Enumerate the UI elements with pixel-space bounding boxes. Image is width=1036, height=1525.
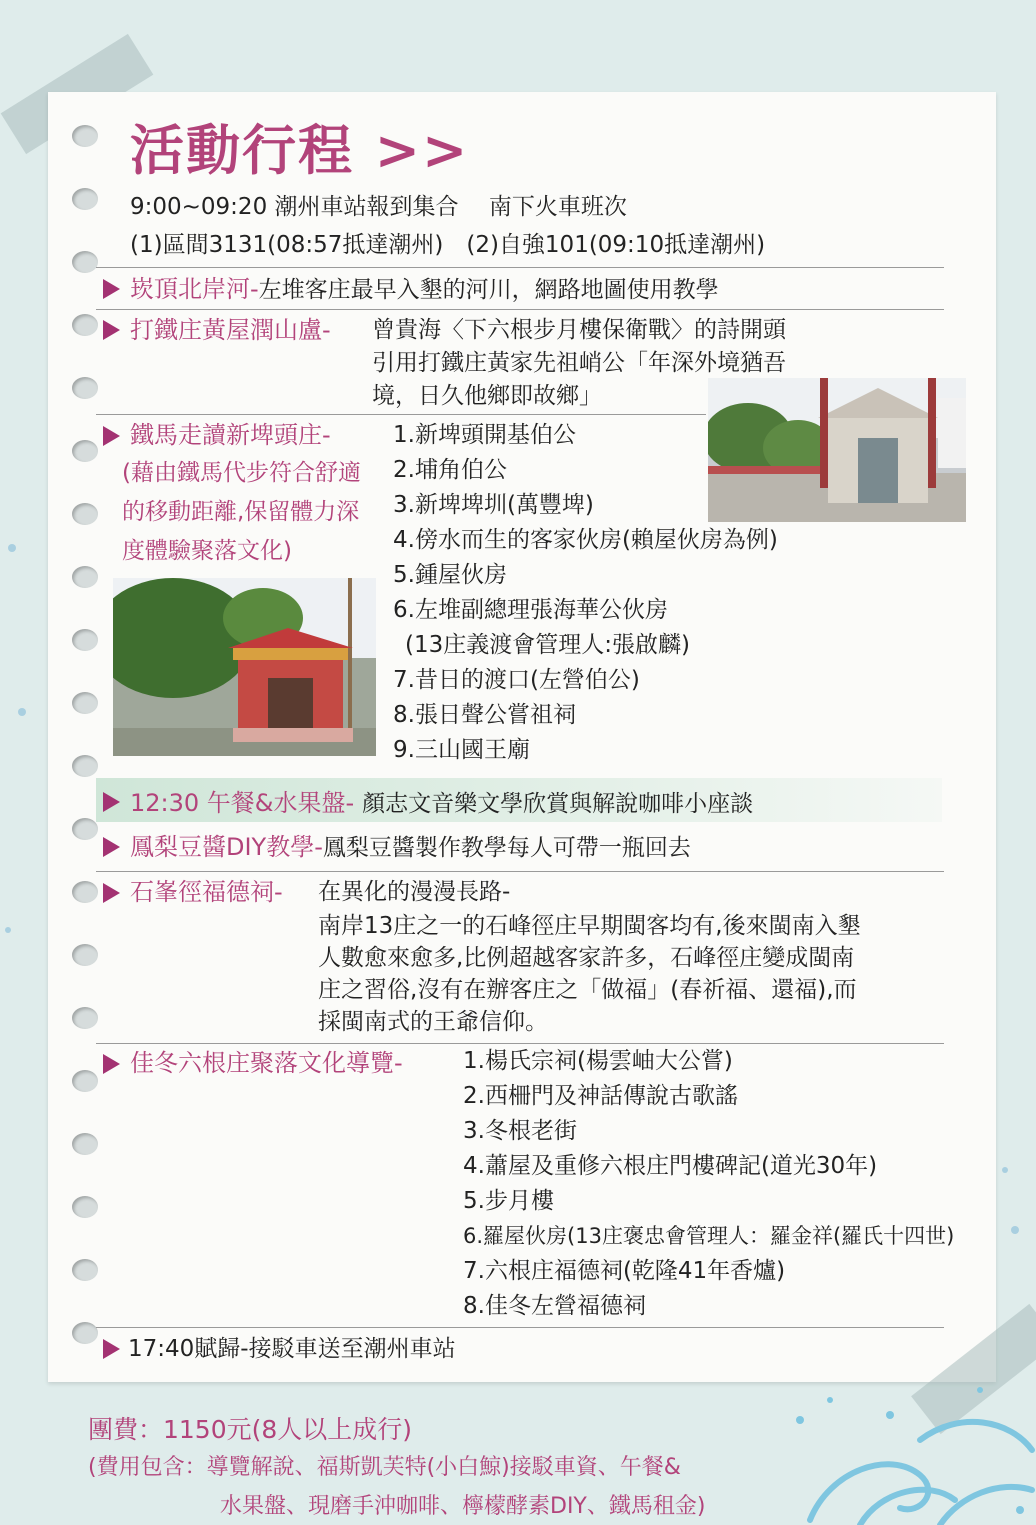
list-item: 4.蕭屋及重修六根庄門樓碑記(道光30年) <box>463 1153 878 1179</box>
section-diy <box>130 832 691 863</box>
arrow-icon <box>103 320 120 340</box>
list-item: 6.羅屋伙房(13庄褒忠會管理人：羅金祥(羅氏十四世) <box>463 1224 955 1248</box>
fee-includes-1: (費用包含：導覽解說、福斯凱芙特(小白鯨)接駁車資、午餐& <box>88 1455 681 1480</box>
wave-decoration <box>770 1380 1036 1525</box>
section-lunch <box>130 788 753 819</box>
arrow-icon <box>103 792 120 812</box>
list-item: 9.三山國王廟 <box>393 737 530 763</box>
list-item: 1.新埤頭開基伯公 <box>393 422 576 448</box>
list-item: (13庄義渡會管理人:張啟麟) <box>405 632 690 658</box>
list-item: 1.楊氏宗祠(楊雲岫大公嘗) <box>463 1048 733 1074</box>
section-heading: 17:40賦歸- <box>128 1336 249 1362</box>
section-kanding <box>130 274 719 305</box>
list-item: 5.鍾屋伙房 <box>393 562 507 588</box>
section-body: 左堆客庄最早入墾的河川，網路地圖使用教學 <box>258 277 719 303</box>
section-body: 顏志文音樂文學欣賞與解說咖啡小座談 <box>362 791 754 817</box>
list-item: 4.傍水而生的客家伙房(賴屋伙房為例) <box>393 527 778 553</box>
poem-line-2: 引用打鐵庄黃家先祖峭公「年深外境猶吾 <box>372 350 786 376</box>
intro-line-1: 9:00~09:20 潮州車站報到集合 南下火車班次 <box>130 194 627 220</box>
list-item: 2.西柵門及神話傳說古歌謠 <box>463 1083 738 1109</box>
divider <box>96 871 944 872</box>
story-line: 在異化的漫漫長路- <box>318 879 511 905</box>
list-item: 7.六根庄福德祠(乾隆41年香爐) <box>463 1258 786 1284</box>
arrow-icon <box>103 426 120 446</box>
section-heading: 石峯徑福德祠- <box>130 878 283 906</box>
arrow-icon <box>103 279 120 299</box>
section-heading: 崁頂北岸河- <box>130 275 259 303</box>
divider <box>96 1043 944 1044</box>
arrow-icon <box>103 1054 120 1074</box>
story-line: 人數愈來愈多,比例超越客家許多，石峰徑庄變成閩南 <box>318 945 855 971</box>
poem-line-1: 曾貴海〈下六根步月樓保衛戰〉的詩開頭 <box>372 317 786 343</box>
divider <box>96 309 944 310</box>
section-body: 鳳梨豆醬製作教學每人可帶一瓶回去 <box>322 835 691 861</box>
list-item: 6.左堆副總理張海華公伙房 <box>393 597 668 623</box>
list-item: 3.新埤埤圳(萬豐埤) <box>393 492 594 518</box>
list-item: 8.張日聲公嘗祖祠 <box>393 702 576 728</box>
fee-includes-2: 水果盤、現磨手沖咖啡、檸檬酵素DIY、鐵馬租金) <box>220 1494 706 1519</box>
list-item: 8.佳冬左營福德祠 <box>463 1293 646 1319</box>
story-line: 南岸13庄之一的石峰徑庄早期閩客均有,後來閩南入墾 <box>318 913 861 939</box>
section-return <box>128 1334 456 1364</box>
divider <box>96 267 944 268</box>
intro-line-2: (1)區間3131(08:57抵達潮州) (2)自強101(09:10抵達潮州) <box>130 232 766 258</box>
poem-line-3: 境，日久他鄉即故鄉」 <box>372 383 602 409</box>
list-item: 3.冬根老街 <box>463 1118 577 1144</box>
temple-photo <box>708 378 966 522</box>
list-item: 2.埔角伯公 <box>393 457 507 483</box>
divider <box>96 414 706 415</box>
arrow-icon <box>103 1339 120 1359</box>
section-note-2: 的移動距離,保留體力深 <box>122 499 360 525</box>
list-item: 7.昔日的渡口(左營伯公) <box>393 667 640 693</box>
section-body: 接駁車送至潮州車站 <box>248 1336 456 1362</box>
arrow-icon <box>103 837 120 857</box>
section-heading: 12:30 午餐&水果盤- <box>130 789 355 817</box>
section-heading: 佳冬六根庄聚落文化導覽- <box>130 1049 403 1077</box>
story-line: 採閩南式的王爺信仰。 <box>318 1009 548 1035</box>
section-note-3: 度體驗聚落文化) <box>122 538 292 564</box>
story-line: 庄之習俗,沒有在辦客庄之「做福」(春祈福、還福),而 <box>318 977 857 1003</box>
shrine-photo <box>113 578 376 756</box>
section-heading: 打鐵庄黃屋潤山盧- <box>130 316 331 344</box>
section-heading: 鐵馬走讀新埤頭庄- <box>130 421 331 449</box>
page-title: 活動行程 >> <box>130 118 470 182</box>
tour-fee: 團費：1150元(8人以上成行) <box>88 1415 413 1444</box>
list-item: 5.步月樓 <box>463 1188 554 1214</box>
divider <box>96 1327 944 1328</box>
arrow-icon <box>103 883 120 903</box>
section-note-1: (藉由鐵馬代步符合舒適 <box>122 460 361 486</box>
section-heading: 鳳梨豆醬DIY教學- <box>130 833 323 861</box>
